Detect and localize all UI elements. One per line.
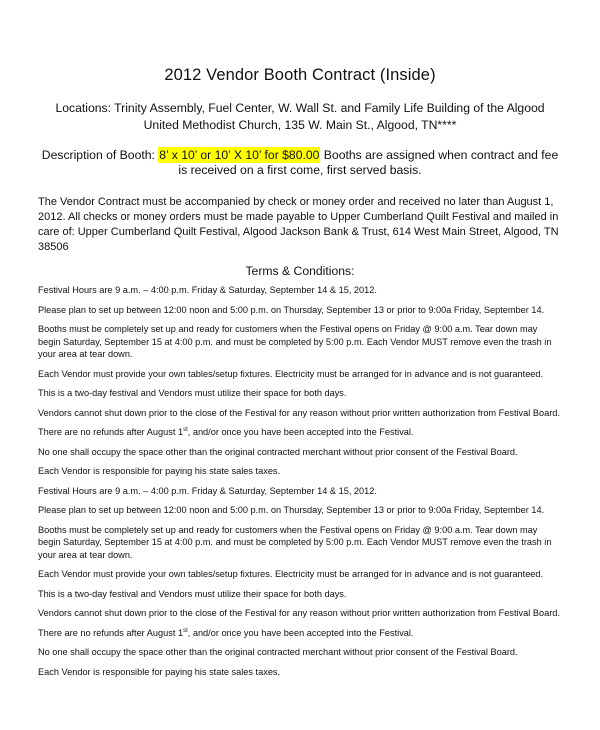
terms-list — [38, 284, 562, 678]
term-item: Festival Hours are 9 a.m. – 4:00 p.m. Friday & Saturday, September 14 & 15, 2012. — [38, 285, 377, 295]
term-item: Vendors cannot shut down prior to the close of the Festival for any reason without prior written authorization from Festival Board. — [38, 608, 560, 618]
term-item-refunds — [38, 627, 562, 640]
term-item: This is a two-day festival and Vendors must utilize their space for both days. — [38, 588, 347, 599]
term-item: Please plan to set up between 12:00 noon and 5:00 p.m. on Thursday, September 13 or prior to 9:00a Friday, September 14. — [38, 505, 545, 515]
refund-text-after: , and/or once you have been accepted into the Festival. — [187, 627, 414, 638]
term-item: Each Vendor is responsible for paying his state sales taxes. — [38, 666, 281, 677]
document-title: 2012 Vendor Booth Contract (Inside) — [164, 66, 436, 84]
term-item: Each Vendor must provide your own tables/setup fixtures. Electricity must be arranged for in advance and is not guaranteed. — [38, 569, 544, 579]
term-item: Booths must be completely set up and ready for customers when the Festival opens on Friday @ 9:00 a.m. Tear down may begin Saturday, September 15 at 4:00 p.m. and must be completed by 5:00 p.m. Each Vendor MUST remove even the trash in your area at tear down. — [38, 324, 552, 359]
booth-size-price-highlight: 8’ x 10’ or 10’ X 10’ for $80.00 — [159, 148, 320, 162]
refund-text-before: There are no refunds after August 1 — [38, 627, 184, 638]
payment-instructions: The Vendor Contract must be accompanied by check or money order and received no later than August 1, 2012. All checks or money orders must be made payable to Upper Cumberland Quilt Festival and mailed in care of: Upper Cumberland Quilt Festival, Algood Jackson Bank & Trust, 614 West Main Street, Algood, TN 38506 — [38, 196, 559, 253]
term-item: No one shall occupy the space other than the original contracted merchant without prior consent of the Festival Board. — [38, 446, 518, 457]
refund-date-suffix: st — [183, 426, 188, 433]
refund-text-after: , and/or once you have been accepted into the Festival. — [187, 427, 414, 437]
term-item: Each Vendor must provide your own tables/setup fixtures. Electricity must be arranged for in advance and is not guaranteed. — [38, 368, 544, 379]
term-item: No one shall occupy the space other than the original contracted merchant without prior consent of the Festival Board. — [38, 647, 518, 657]
refund-text-before: There are no refunds after August 1 — [38, 427, 184, 437]
term-item: Each Vendor is responsible for paying his state sales taxes. — [38, 466, 281, 476]
term-item: Booths must be completely set up and ready for customers when the Festival opens on Friday @ 9:00 a.m. Tear down may begin Saturday, September 15 at 4:00 p.m. and must be completed by 5:00 p.m. Each Vendor MUST remove even the trash in your area at tear down. — [38, 524, 552, 560]
description-rest: Booths are assigned when contract and fee is received on a first come, first served basis. — [178, 148, 559, 177]
terms-heading: Terms & Conditions: — [245, 264, 355, 278]
term-item: This is a two-day festival and Vendors must utilize their space for both days. — [38, 388, 347, 398]
locations-text: Locations: Trinity Assembly, Fuel Center, W. Wall St. and Family Life Building of the Algood United Methodist Church, 135 W. Main St., Algood, TN**** — [55, 101, 545, 132]
term-item: Vendors cannot shut down prior to the close of the Festival for any reason without prior written authorization from Festival Board. — [38, 407, 560, 418]
term-item: Festival Hours are 9 a.m. – 4:00 p.m. Friday & Saturday, September 14 & 15, 2012. — [38, 485, 377, 496]
term-item-refunds — [38, 426, 562, 439]
booth-description — [38, 148, 562, 178]
term-item: Please plan to set up between 12:00 noon and 5:00 p.m. on Thursday, September 13 or prior to 9:00a Friday, September 14. — [38, 304, 545, 315]
refund-date-suffix: st — [183, 627, 188, 634]
description-label: Description of Booth: — [41, 148, 159, 162]
